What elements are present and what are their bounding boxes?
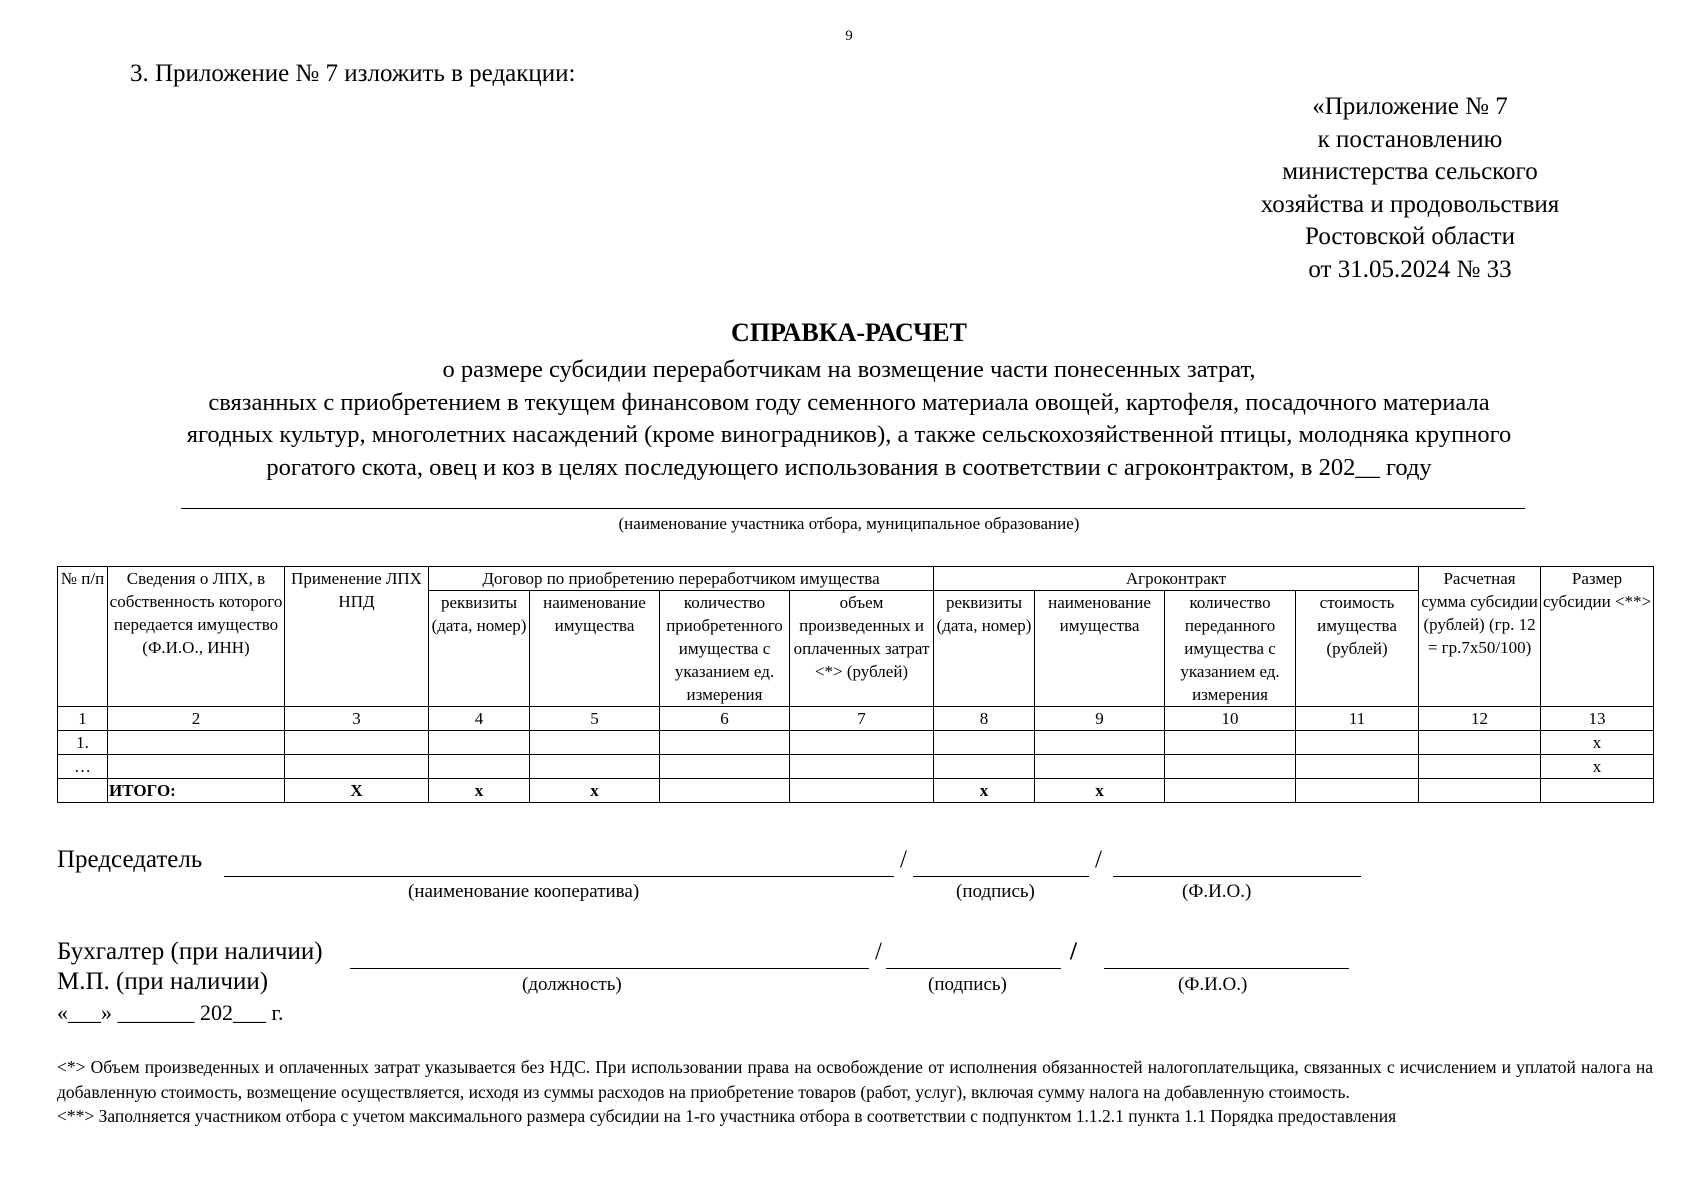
- column-number: 9: [1035, 707, 1165, 731]
- column-number: 2: [108, 707, 285, 731]
- amendment-intro: 3. Приложение № 7 изложить в редакции:: [130, 60, 576, 87]
- table-cell: х: [429, 779, 530, 803]
- table-cell[interactable]: [1419, 779, 1541, 803]
- appendix-line: от 31.05.2024 № 33: [1308, 255, 1512, 283]
- table-cell[interactable]: х: [1541, 755, 1654, 779]
- table-cell[interactable]: х: [1541, 731, 1654, 755]
- column-number: 5: [530, 707, 660, 731]
- appendix-line: хозяйства и продовольствия: [1260, 190, 1560, 218]
- header-agro-details: реквизиты (дата, номер): [934, 591, 1035, 707]
- table-row: [58, 731, 1654, 755]
- header-agro-cost: стоимость имущества (рублей): [1296, 591, 1419, 707]
- separator-slash: /: [1095, 846, 1102, 873]
- table-cell[interactable]: [1035, 731, 1165, 755]
- column-number: 4: [429, 707, 530, 731]
- table-cell[interactable]: [934, 755, 1035, 779]
- total-label: ИТОГО:: [108, 779, 285, 803]
- column-number: 10: [1165, 707, 1296, 731]
- table-cell: х: [1035, 779, 1165, 803]
- document-subtitle: [60, 354, 1638, 484]
- chairman-signature-field[interactable]: [913, 876, 1089, 877]
- table-cell[interactable]: [530, 755, 660, 779]
- header-no: № п/п: [58, 567, 108, 707]
- separator-slash: /: [900, 846, 907, 873]
- appendix-line: «Приложение № 7: [1312, 93, 1508, 120]
- table-cell[interactable]: [660, 731, 790, 755]
- column-number: 13: [1541, 707, 1654, 731]
- position-caption: (должность): [522, 974, 622, 995]
- accountant-position-field[interactable]: [350, 968, 869, 969]
- header-contract: Договор по приобретению переработчиком имущества: [429, 567, 934, 591]
- cooperative-name-field[interactable]: [224, 876, 894, 877]
- signature-caption: (подпись): [928, 974, 1007, 995]
- header-agro-quantity: количество переданного имущества с указанием ед. измерения: [1165, 591, 1296, 707]
- table-cell[interactable]: [1419, 755, 1541, 779]
- table-cell[interactable]: [790, 731, 934, 755]
- table-cell[interactable]: [934, 731, 1035, 755]
- table-cell[interactable]: [1165, 755, 1296, 779]
- subtitle-line: рогатого скота, овец и коз в целях последующего использования в соответствии с агроконтрактом, в 202__ году: [266, 453, 1432, 481]
- header-contract-details: реквизиты (дата, номер): [429, 591, 530, 707]
- table-cell[interactable]: [660, 755, 790, 779]
- subtitle-line: ягодных культур, многолетних насаждений (кроме виноградников), а также сельскохозяйственной птицы, молодняка крупного: [186, 421, 1512, 448]
- table-cell[interactable]: [1165, 779, 1296, 803]
- header-calculated-sum: Расчетная сумма субсидии (рублей) (гр. 12 = гр.7х50/100): [1419, 567, 1541, 707]
- table-cell[interactable]: [108, 755, 285, 779]
- table-cell: Х: [285, 779, 429, 803]
- separator-slash: /: [875, 938, 882, 965]
- fio-caption: (Ф.И.О.): [1182, 881, 1252, 902]
- separator-slash: /: [1070, 938, 1077, 965]
- footnote: <*> Объем произведенных и оплаченных затрат указывается без НДС. При использовании права на освобождение от исполнения обязанностей налогоплательщика, связанных с исчислением и уплатой налога на добавленную стоимость, возмещение осуществляется, исходя из суммы расходов на приобретение товаров (работ, услуг), включая сумму налога на добавленную стоимость.: [57, 1057, 1653, 1102]
- accountant-fio-field[interactable]: [1104, 968, 1349, 969]
- header-npd: Применение ЛПХ НПД: [285, 567, 429, 707]
- participant-name-field[interactable]: [181, 508, 1525, 509]
- column-number: 12: [1419, 707, 1541, 731]
- subtitle-line: связанных с приобретением в текущем финансовом году семенного материала овощей, картофеля, посадочного материала: [208, 388, 1490, 416]
- signature-caption: (подпись): [956, 881, 1035, 902]
- table-cell[interactable]: [790, 779, 934, 803]
- table-cell[interactable]: [1296, 731, 1419, 755]
- document-title: СПРАВКА-РАСЧЕТ: [731, 318, 967, 347]
- header-agro-property-name: наименование имущества: [1035, 591, 1165, 707]
- accountant-label: Бухгалтер (при наличии): [57, 938, 323, 965]
- table-cell[interactable]: [1035, 755, 1165, 779]
- footnote: <**> Заполняется участником отбора с учетом максимального размера субсидии на 1-го участника отбора в соответствии с подпунктом 1.1.2.1 пункта 1.1 Порядка предоставления: [57, 1106, 1397, 1126]
- footnotes: [57, 1055, 1653, 1129]
- table-cell[interactable]: [660, 779, 790, 803]
- table-cell[interactable]: 1.: [58, 731, 108, 755]
- participant-name-caption: (наименование участника отбора, муниципальное образование): [618, 514, 1080, 533]
- table-cell[interactable]: [429, 731, 530, 755]
- calculation-table: [57, 566, 1654, 803]
- appendix-line: к постановлению: [1317, 125, 1503, 153]
- table-cell: х: [934, 779, 1035, 803]
- appendix-header: [1180, 91, 1640, 286]
- table-cell[interactable]: …: [58, 755, 108, 779]
- table-cell[interactable]: [1296, 755, 1419, 779]
- table-cell: [58, 779, 108, 803]
- table-cell[interactable]: [1419, 731, 1541, 755]
- header-contract-costs: объем произведенных и оплаченных затрат <*> (рублей): [790, 591, 934, 707]
- table-cell: х: [530, 779, 660, 803]
- chairman-fio-field[interactable]: [1113, 876, 1361, 877]
- table-cell[interactable]: [285, 755, 429, 779]
- accountant-signature-field[interactable]: [886, 968, 1061, 969]
- header-subsidy-size: Размер субсидии <**>: [1541, 567, 1654, 707]
- column-number: 7: [790, 707, 934, 731]
- column-number: 1: [58, 707, 108, 731]
- table-cell[interactable]: [530, 731, 660, 755]
- date-field[interactable]: «___» _______ 202___ г.: [57, 1000, 284, 1025]
- cooperative-name-caption: (наименование кооператива): [408, 881, 640, 902]
- table-row: [58, 755, 1654, 779]
- column-number: 6: [660, 707, 790, 731]
- table-cell[interactable]: [108, 731, 285, 755]
- appendix-line: Ростовской области: [1305, 223, 1515, 250]
- column-number: 8: [934, 707, 1035, 731]
- stamp-label: М.П. (при наличии): [57, 968, 269, 995]
- chairman-label: Председатель: [57, 846, 203, 873]
- table-cell[interactable]: [429, 755, 530, 779]
- table-cell[interactable]: [1296, 779, 1419, 803]
- header-contract-property-name: наименование имущества: [530, 591, 660, 707]
- fio-caption: (Ф.И.О.): [1178, 974, 1248, 995]
- table-cell[interactable]: [1165, 731, 1296, 755]
- page-number: 9: [845, 28, 853, 44]
- column-number: 3: [285, 707, 429, 731]
- table-cell[interactable]: [790, 755, 934, 779]
- total-row: [58, 779, 1654, 803]
- header-lph: Сведения о ЛПХ, в собственность которого передается имущество (Ф.И.О., ИНН): [108, 567, 285, 707]
- appendix-line: министерства сельского: [1282, 158, 1538, 185]
- subtitle-line: о размере субсидии переработчикам на возмещение части понесенных затрат,: [442, 356, 1256, 383]
- header-contract-quantity: количество приобретенного имущества с указанием ед. измерения: [660, 591, 790, 707]
- table-cell[interactable]: [285, 731, 429, 755]
- header-agrocontract: Агроконтракт: [934, 567, 1419, 591]
- column-number: 11: [1296, 707, 1419, 731]
- table-cell[interactable]: [1541, 779, 1654, 803]
